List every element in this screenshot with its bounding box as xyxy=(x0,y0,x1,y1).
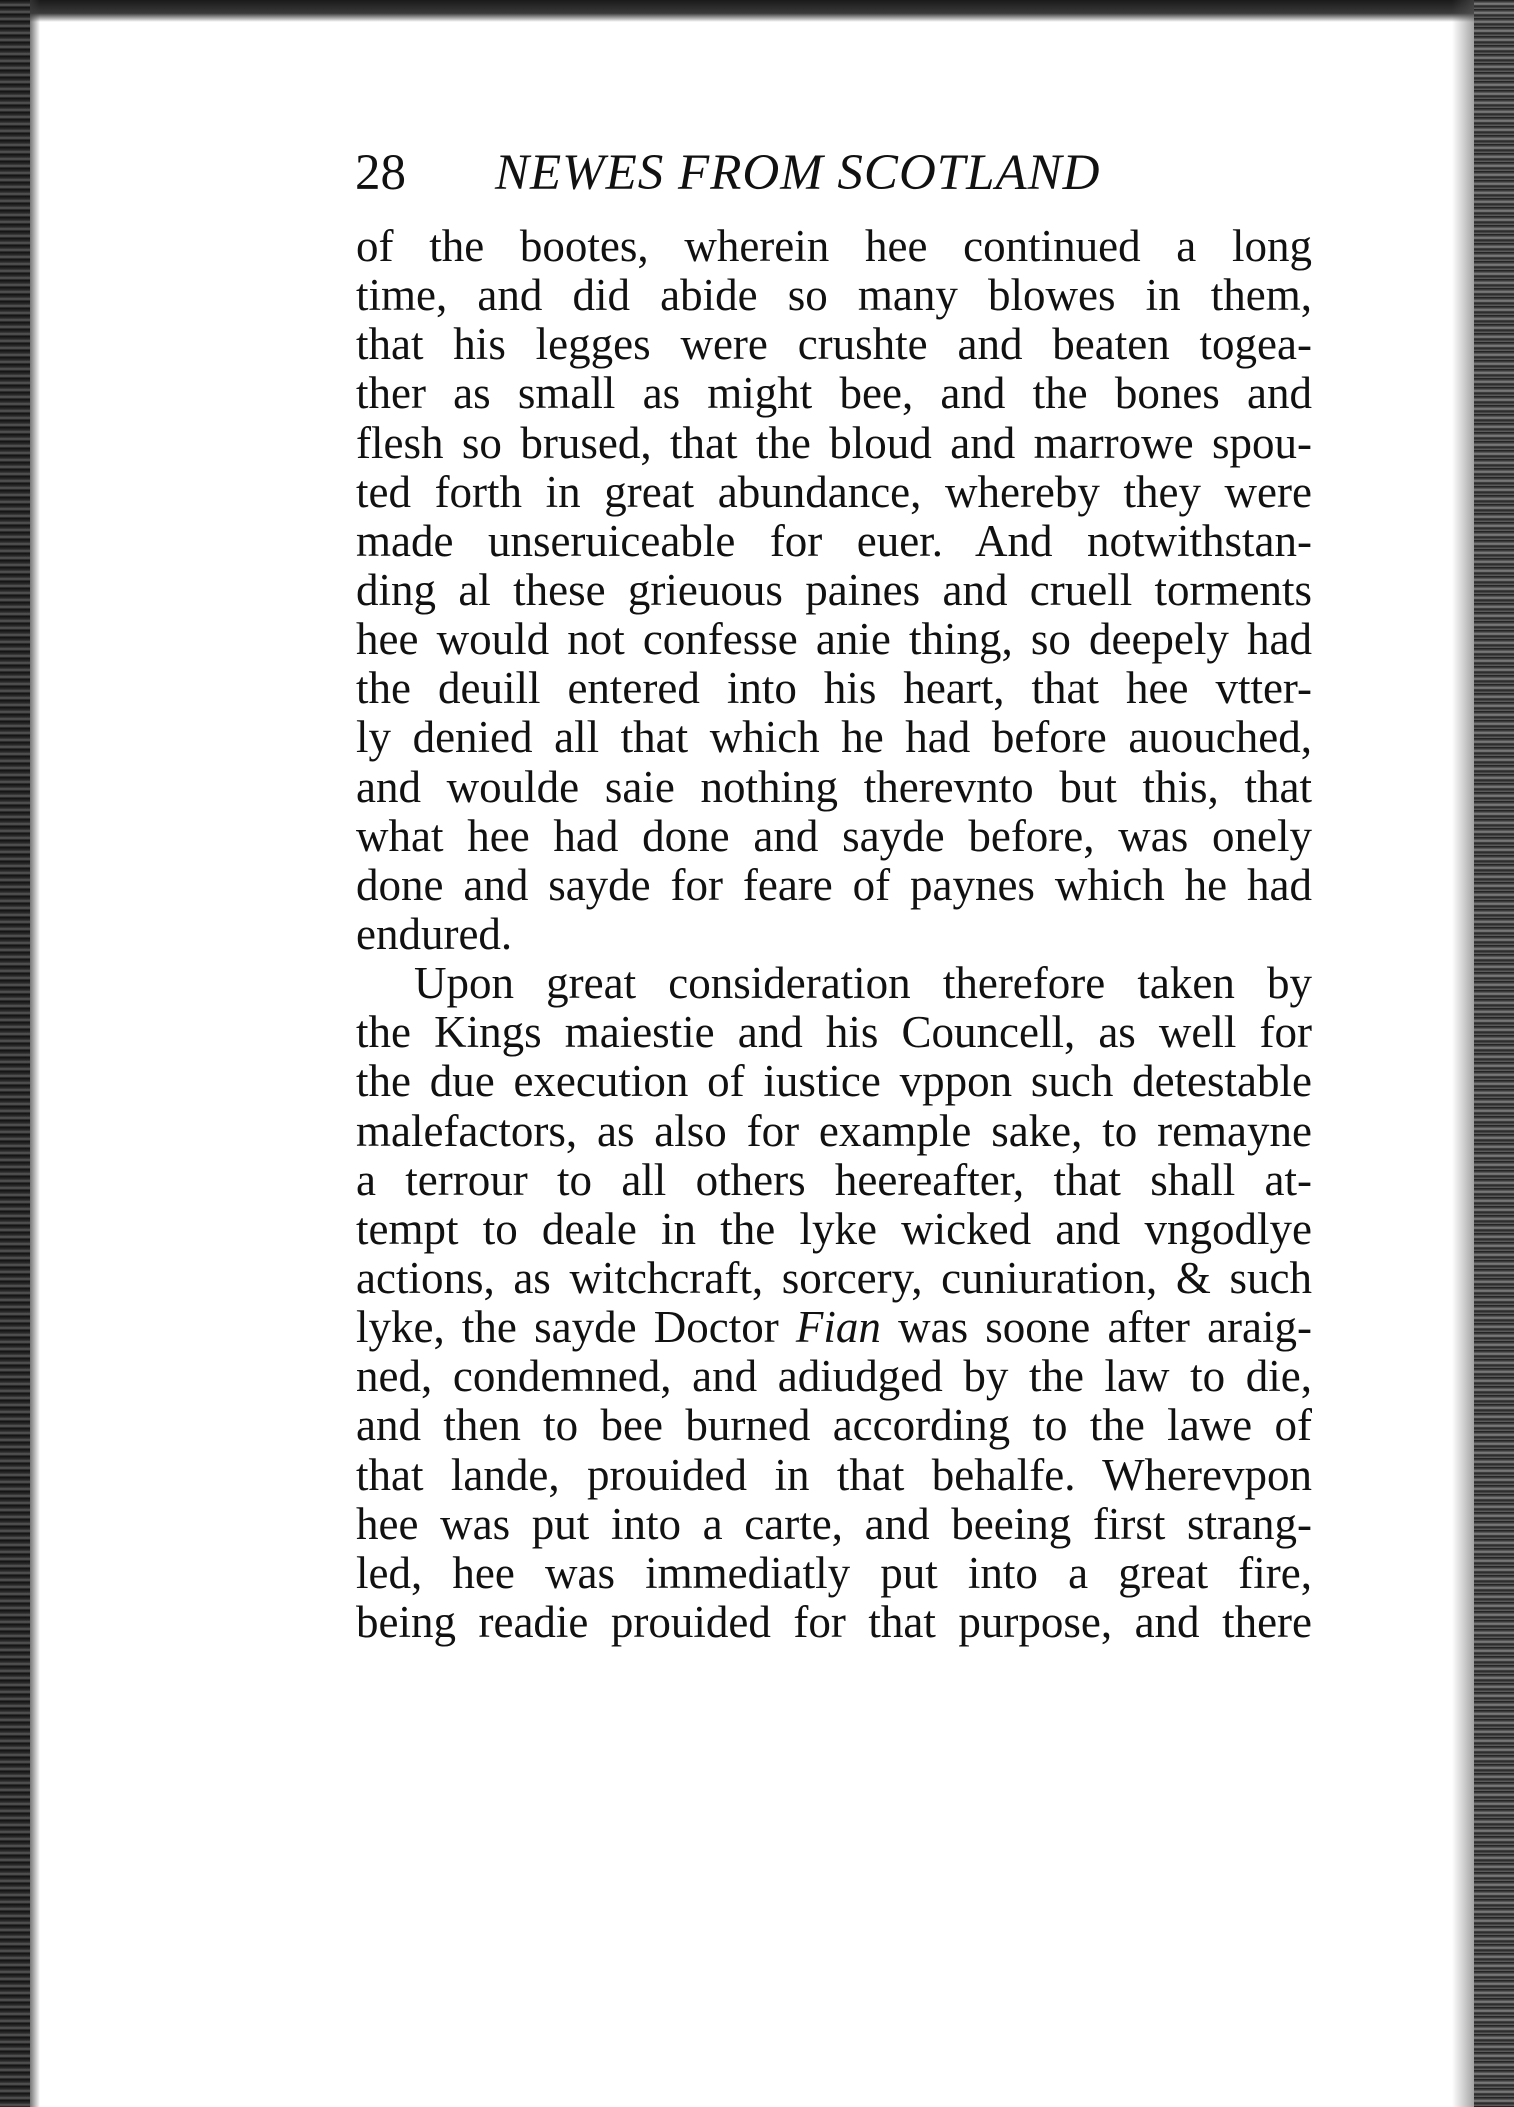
scan-right-shadow xyxy=(1452,0,1474,2107)
book-title: NEWES FROM SCOTLAND xyxy=(495,145,1101,201)
scan-left-shadow xyxy=(30,0,40,2107)
body-text xyxy=(356,222,1312,1647)
text-line: hee was put into a carte, and beeing first strang- xyxy=(356,1498,1312,1549)
scan-top-edge xyxy=(0,0,1514,22)
text-line: done and sayde for feare of paynes which he had xyxy=(356,859,1312,910)
paragraph-end-line: endured. xyxy=(356,908,513,959)
text-line: flesh so brused, that the bloud and marrowe spou- xyxy=(356,417,1312,468)
page-number: 28 xyxy=(355,145,406,201)
text-line: tempt to deale in the lyke wicked and vngodlye xyxy=(356,1203,1312,1254)
text-line: a terrour to all others heereafter, that shall at- xyxy=(356,1154,1312,1205)
text-line: ding al these grieuous paines and cruell torments xyxy=(356,564,1312,615)
text-line: time, and did abide so many blowes in them, xyxy=(356,270,1312,321)
text-line: being readie prouided for that purpose, and there xyxy=(356,1596,1312,1647)
text-line: the Kings maiestie and his Councell, as well for xyxy=(356,1007,1312,1058)
paragraph-start-line: Upon great consideration therefore taken by xyxy=(414,958,1312,1009)
text-line: and woulde saie nothing therevnto but this, that xyxy=(356,761,1312,812)
running-head xyxy=(355,138,1315,208)
text-line-with-italic xyxy=(356,1303,1312,1352)
text-line: malefactors, as also for example sake, to remayne xyxy=(356,1105,1312,1156)
line-text-before: lyke, the sayde Doctor xyxy=(356,1302,796,1353)
italic-name: Fian xyxy=(795,1302,881,1353)
text-line: actions, as witchcraft, sorcery, cuniuration, & such xyxy=(356,1252,1312,1303)
text-line: and then to bee burned according to the lawe of xyxy=(356,1400,1312,1451)
line-text-after: was soone after araig- xyxy=(880,1302,1312,1353)
scan-left-edge xyxy=(0,0,30,2107)
scan-right-edge xyxy=(1474,0,1514,2107)
text-line: that lande, prouided in that behalfe. Wherevpon xyxy=(356,1449,1312,1500)
text-line: made unseruiceable for euer. And notwithstan- xyxy=(356,515,1312,566)
text-line: that his legges were crushte and beaten togea- xyxy=(356,319,1312,370)
text-line: the due execution of iustice vppon such detestable xyxy=(356,1056,1312,1107)
text-line: ted forth in great abundance, whereby they were xyxy=(356,466,1312,517)
text-line: of the bootes, wherein hee continued a long xyxy=(356,221,1312,271)
text-line: ther as small as might bee, and the bones and xyxy=(356,368,1312,419)
text-line: ned, condemned, and adiudged by the law to die, xyxy=(356,1351,1312,1402)
text-line: what hee had done and sayde before, was onely xyxy=(356,810,1312,861)
text-line: the deuill entered into his heart, that hee vtter- xyxy=(356,663,1312,714)
text-line: led, hee was immediatly put into a great fire, xyxy=(356,1547,1312,1598)
text-line: ly denied all that which he had before auouched, xyxy=(356,712,1312,763)
text-line: hee would not confesse anie thing, so deepely had xyxy=(356,614,1312,665)
